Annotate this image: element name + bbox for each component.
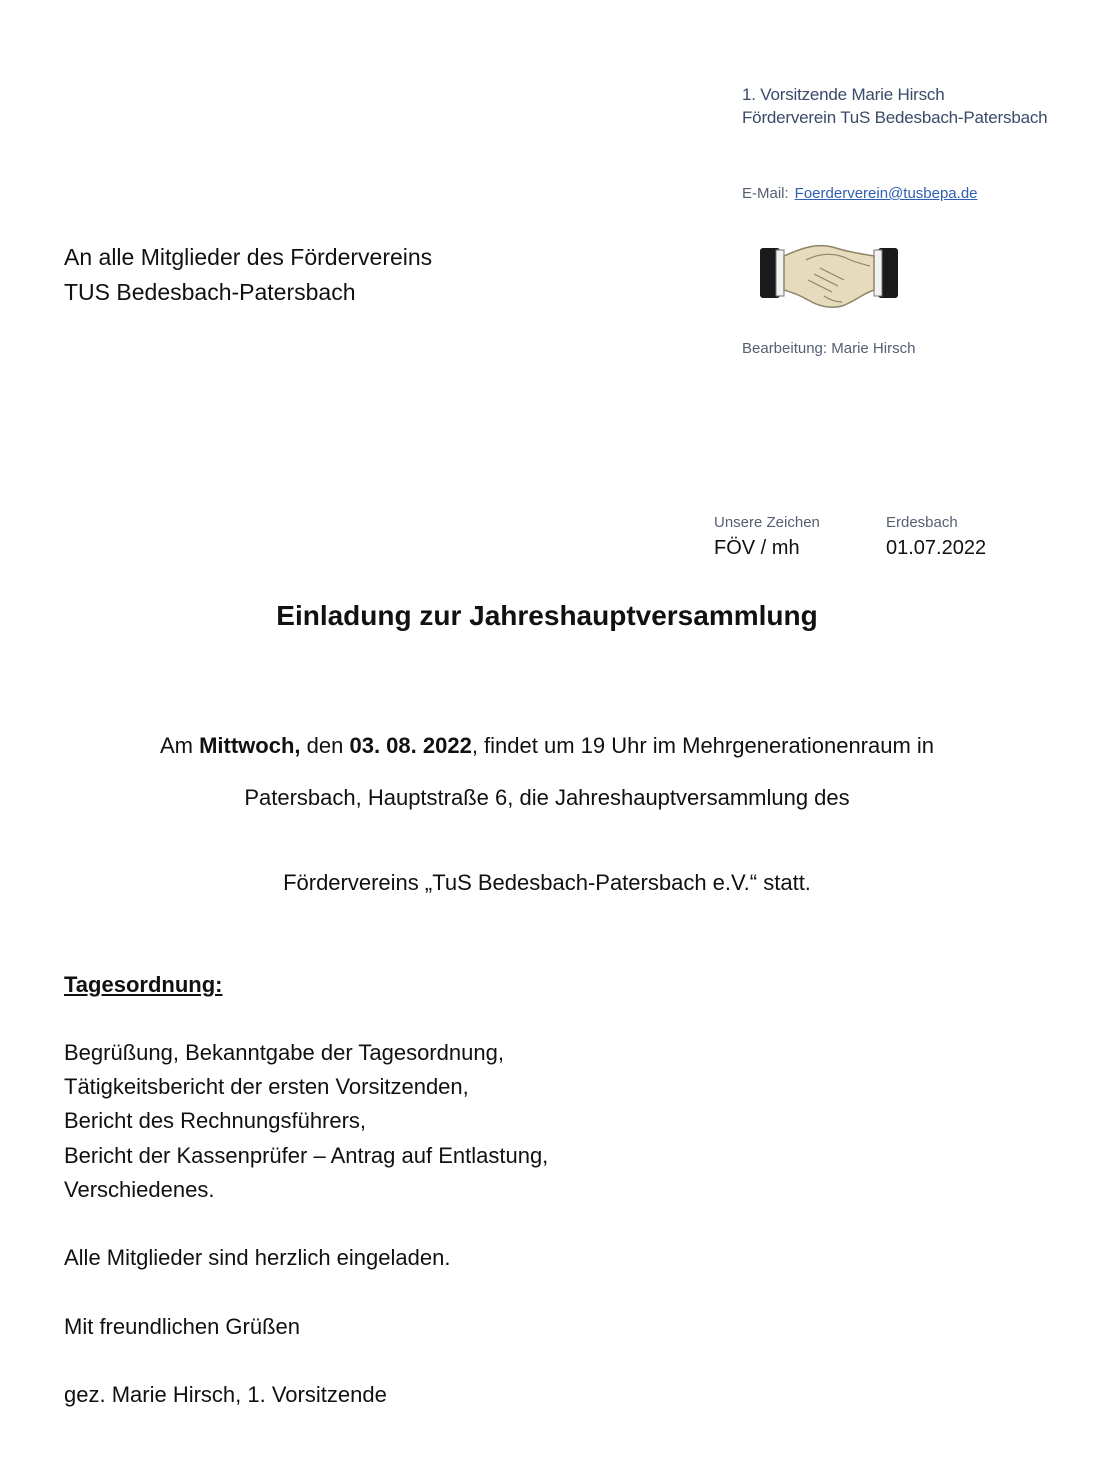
agenda-item: Bericht der Kassenprüfer – Antrag auf Entlastung, xyxy=(64,1143,549,1168)
reference-label: Unsere Zeichen xyxy=(714,514,820,531)
intro-line-2: Patersbach, Hauptstraße 6, die Jahreshauptversammlung des xyxy=(244,785,850,810)
agenda-heading: Tagesordnung: xyxy=(64,972,223,997)
date-value: 01.07.2022 xyxy=(886,537,987,559)
invitation-sentence: Alle Mitglieder sind herzlich eingeladen. xyxy=(64,1245,451,1270)
intro-rest: , findet um 19 Uhr im Mehrgenerationenraum in xyxy=(471,733,935,758)
intro-line-1 xyxy=(0,733,1094,759)
agenda-item: Begrüßung, Bekanntgabe der Tagesordnung, xyxy=(64,1040,504,1065)
recipient-line-2: TUS Bedesbach-Patersbach xyxy=(64,279,356,305)
agenda-item: Verschiedenes. xyxy=(64,1177,215,1202)
place-label: Erdesbach xyxy=(886,514,958,531)
intro-date: 03. 08. 2022 xyxy=(349,733,472,758)
handshake-logo-icon xyxy=(758,240,900,310)
email-link[interactable]: Foerderverein@tusbepa.de xyxy=(794,185,978,202)
page-title: Einladung zur Jahreshauptversammlung xyxy=(276,600,818,631)
intro-am: Am xyxy=(159,733,193,758)
intro-den: den xyxy=(306,733,344,758)
intro-day: Mittwoch, xyxy=(199,733,301,758)
agenda-item: Tätigkeitsbericht der ersten Vorsitzenden, xyxy=(64,1074,469,1099)
email-label: E-Mail: xyxy=(742,185,789,202)
sender-name: 1. Vorsitzende Marie Hirsch xyxy=(742,85,945,104)
signature: gez. Marie Hirsch, 1. Vorsitzende xyxy=(64,1382,387,1407)
greeting: Mit freundlichen Grüßen xyxy=(64,1314,300,1339)
reference-value: FÖV / mh xyxy=(714,537,800,559)
email-row xyxy=(742,185,978,202)
agenda-item: Bericht des Rechnungsführers, xyxy=(64,1108,367,1133)
recipient-line-1: An alle Mitglieder des Fördervereins xyxy=(64,244,433,270)
sender-organization: Förderverein TuS Bedesbach-Patersbach xyxy=(742,108,1048,127)
editor-note: Bearbeitung: Marie Hirsch xyxy=(742,340,916,357)
intro-line-3: Fördervereins „TuS Bedesbach-Patersbach e.V.“ statt. xyxy=(283,870,811,895)
